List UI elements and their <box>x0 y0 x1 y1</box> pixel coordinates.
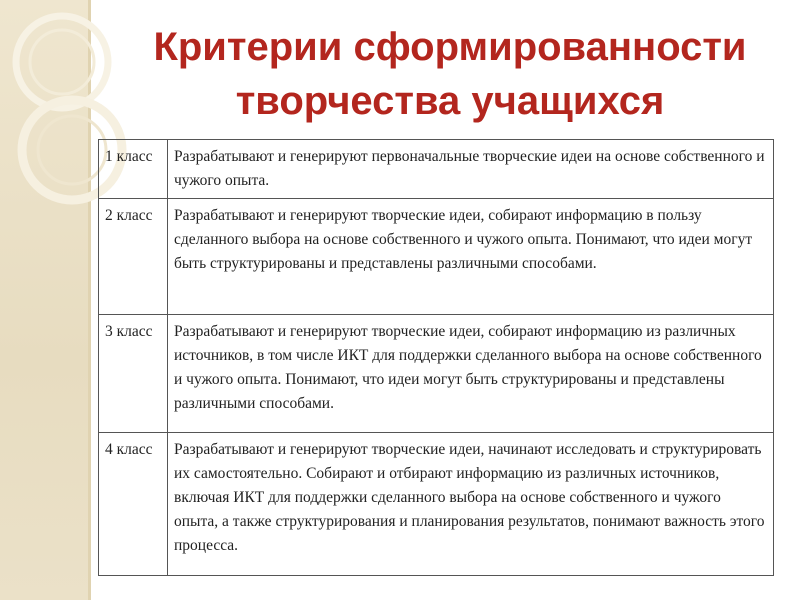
grade-cell: 1 класс <box>99 140 168 199</box>
criteria-table <box>98 139 774 576</box>
description-cell: Разрабатывают и генерируют творческие идеи, собирают информацию в пользу сделанного выбора на основе собственного и чужого опыта. Понимают, что идеи могут быть структурированы и представлены различными способами. <box>168 199 774 315</box>
table-row <box>99 199 774 315</box>
title-line-1: Критерии сформированности <box>153 25 747 69</box>
table-row <box>99 140 774 199</box>
page-title <box>100 20 800 128</box>
description-cell: Разрабатывают и генерируют первоначальные творческие идеи на основе собственного и чужого опыта. <box>168 140 774 199</box>
grade-cell: 4 класс <box>99 433 168 576</box>
table-row <box>99 315 774 433</box>
table-row <box>99 433 774 576</box>
title-line-2: творчества учащихся <box>235 79 665 123</box>
description-cell: Разрабатывают и генерируют творческие идеи, начинают исследовать и структурировать их самостоятельно. Собирают и отбирают информацию из различных источников, включая ИКТ для поддержки сделанного выбора на основе собственного и чужого опыта, а также структурирования и планирования результатов, понимают важность этого процесса. <box>168 433 774 576</box>
grade-cell: 3 класс <box>99 315 168 433</box>
description-cell: Разрабатывают и генерируют творческие идеи, собирают информацию из различных источников, в том числе ИКТ для поддержки сделанного выбора на основе собственного и чужого опыта. Понимают, что идеи могут быть структурированы и представлены различными способами. <box>168 315 774 433</box>
grade-cell: 2 класс <box>99 199 168 315</box>
